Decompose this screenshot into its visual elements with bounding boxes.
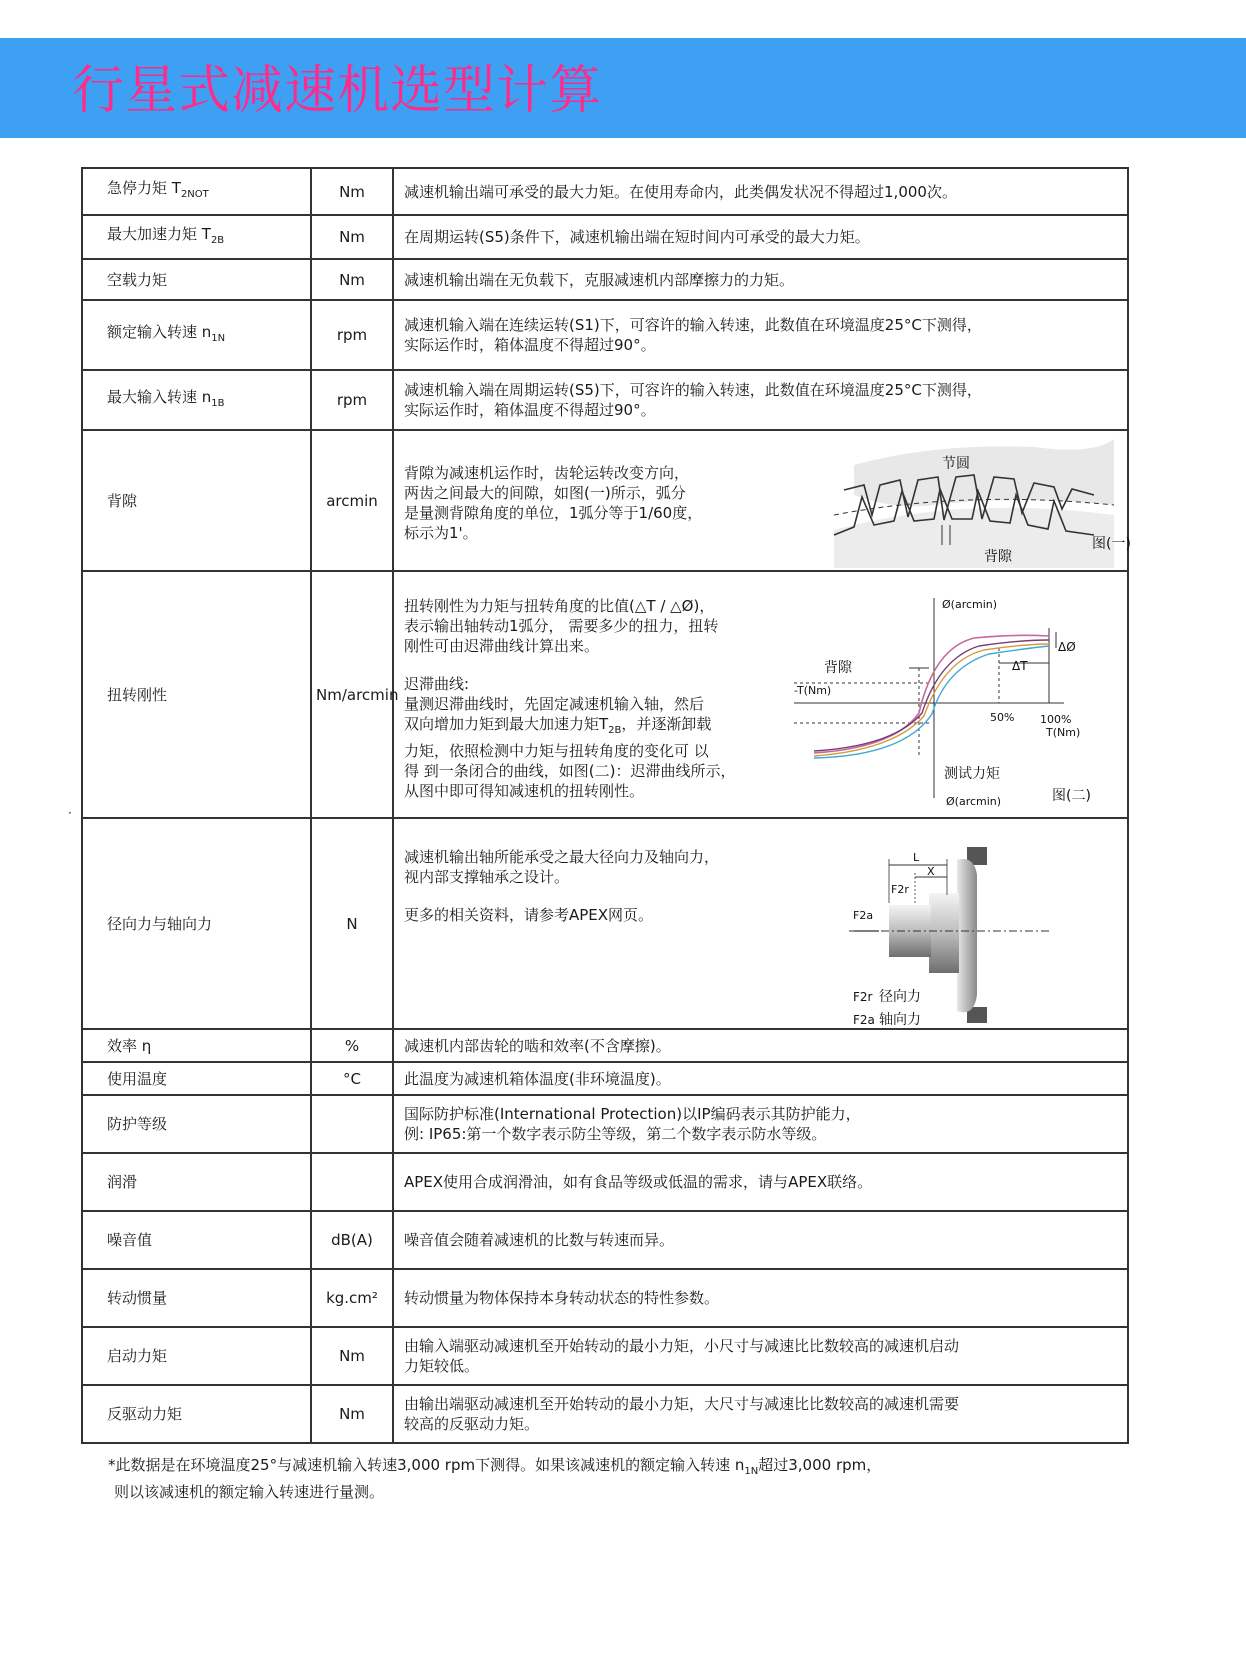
- table-row: [82, 215, 1128, 259]
- table-row: [82, 571, 1128, 818]
- fig1-caption: 图(一): [1092, 536, 1131, 552]
- table-row: [82, 1385, 1128, 1443]
- row-unit: Nm/arcmin: [311, 571, 393, 818]
- header-banner: [0, 38, 1246, 138]
- rigidity-text: 扭转刚性为力矩与扭转角度的比值(△T / △Ø)， 表示输出轴转动1弧分， 需要多少的扭力，扭转 刚性可由迟滞曲线计算出来。 迟滞曲线: 量测迟滞曲线时，先固定减速机输入轴，然后 双向增加力矩到最大加速力矩$T_{2B}$，并逐渐卸载 力矩，依照检测中力矩与扭转角度的变化可 以 得 到一条闭合的曲线，如图(二)：迟滞曲线所示， 从图中即可得知减速机的扭转刚性。: [404, 597, 736, 800]
- row-desc: 转动惯量为物体保持本身转动状态的特性参数。: [393, 1269, 1128, 1327]
- row-desc: 减速机输入端在连续运转(S1)下，可容许的输入转速，此数值在环境温度25°C下测得， 实际运作时，箱体温度不得超过90°。: [393, 300, 1128, 370]
- label-F2r: F2r: [891, 883, 909, 896]
- row-desc: [393, 571, 1128, 818]
- row-name: 润滑: [82, 1153, 311, 1211]
- table-row: [82, 1211, 1128, 1269]
- label-F2a: F2a: [853, 909, 874, 922]
- table-row: [82, 818, 1128, 1029]
- row-unit: kg.cm²: [311, 1269, 393, 1327]
- table-row: [82, 1062, 1128, 1095]
- fig1-label-top: 节圆: [942, 456, 970, 472]
- row-name: 背隙: [82, 430, 311, 571]
- row-desc: 国际防护标准(International Protection)以IP编码表示其防护能力， 例: IP65:第一个数字表示防尘等级，第二个数字表示防水等级。: [393, 1095, 1128, 1153]
- y-label-bottom: Ø(arcmin): [946, 795, 1002, 808]
- row-unit: rpm: [311, 300, 393, 370]
- x-label-right-1: 100%: [1040, 713, 1072, 726]
- row-desc: [393, 818, 1128, 1029]
- row-unit: Nm: [311, 259, 393, 300]
- table-row: [82, 168, 1128, 215]
- table-row: [82, 1095, 1128, 1153]
- row-name: 急停力矩 $T_{2NOT}$: [82, 168, 311, 215]
- table-row: [82, 1029, 1128, 1062]
- row-unit: N: [311, 818, 393, 1029]
- gear-lower: [834, 508, 1114, 568]
- curve-upper: [814, 635, 1049, 753]
- radial-text: 减速机输出轴所能承受之最大径向力及轴向力， 视内部支撑轴承之设计。 更多的相关资料，请参考APEX网页。: [404, 848, 720, 924]
- table-row: [82, 430, 1128, 571]
- curve-upper-2: [814, 640, 1049, 751]
- row-name: 径向力与轴向力: [82, 818, 311, 1029]
- row-name: 效率 η: [82, 1029, 311, 1062]
- label-X: X: [927, 865, 935, 878]
- label-L: L: [913, 851, 920, 864]
- row-unit: Nm: [311, 168, 393, 215]
- row-unit: Nm: [311, 1327, 393, 1385]
- row-name: 额定输入转速 $n_{1N}$: [82, 300, 311, 370]
- table-row: [82, 300, 1128, 370]
- stray-dot: ·: [68, 806, 72, 820]
- row-name: 使用温度: [82, 1062, 311, 1095]
- table-row: [82, 1269, 1128, 1327]
- row-desc: 减速机输出端可承受的最大力矩。在使用寿命内，此类偶发状况不得超过1,000次。: [393, 168, 1128, 215]
- row-desc: 由输入端驱动减速机至开始转动的最小力矩，小尺寸与减速比比数较高的减速机启动 力矩较低。: [393, 1327, 1128, 1385]
- backlash-figure: [814, 435, 1144, 568]
- table-row: [82, 1153, 1128, 1211]
- shaft-figure: [849, 835, 1049, 1027]
- fig1-label-bottom: 背隙: [984, 549, 1012, 565]
- row-unit: %: [311, 1029, 393, 1062]
- x-label-right-2: T(Nm): [1046, 726, 1081, 739]
- row-name: 反驱动力矩: [82, 1385, 311, 1443]
- row-name: 启动力矩: [82, 1327, 311, 1385]
- test-torque-label: 测试力矩: [944, 766, 1000, 782]
- delta-phi-label: ΔØ: [1058, 640, 1076, 654]
- row-name: 噪音值: [82, 1211, 311, 1269]
- row-desc: 噪音值会随着减速机的比数与转速而异。: [393, 1211, 1128, 1269]
- shaft-collar: [929, 893, 959, 973]
- delta-t-label: ΔT: [1012, 659, 1028, 673]
- row-desc: APEX使用合成润滑油，如有食品等级或低温的需求，请与APEX联络。: [393, 1153, 1128, 1211]
- row-unit: Nm: [311, 1385, 393, 1443]
- row-unit: [311, 1153, 393, 1211]
- row-desc: 减速机输入端在周期运转(S5)下，可容许的输入转速，此数值在环境温度25°C下测得， 实际运作时，箱体温度不得超过90°。: [393, 370, 1128, 430]
- row-name: 最大加速力矩 $T_{2B}$: [82, 215, 311, 259]
- flange: [957, 859, 977, 1012]
- y-label-top: Ø(arcmin): [942, 598, 998, 611]
- legend-a-text: 轴向力: [879, 1012, 921, 1027]
- row-desc: 在周期运转(S5)条件下，减速机输出端在短时间内可承受的最大力矩。: [393, 215, 1128, 259]
- row-name: 扭转刚性: [82, 571, 311, 818]
- row-name: 转动惯量: [82, 1269, 311, 1327]
- page-title: 行星式减速机选型计算: [72, 61, 603, 121]
- backlash-label: 背隙: [824, 660, 852, 676]
- row-unit: rpm: [311, 370, 393, 430]
- row-unit: Nm: [311, 215, 393, 259]
- legend-r-symbol: F2r: [853, 990, 873, 1004]
- table-row: [82, 259, 1128, 300]
- row-unit: °C: [311, 1062, 393, 1095]
- footnote: *此数据是在环境温度25°与减速机输入转速3,000 rpm下测得。如果该减速机的额定输入转速 $n_{1N}$超过3,000 rpm， 则以该减速机的额定输入转速进行量测。: [108, 1456, 882, 1501]
- row-desc: 减速机内部齿轮的啮和效率(不含摩擦)。: [393, 1029, 1128, 1062]
- row-desc: 此温度为减速机箱体温度(非环境温度)。: [393, 1062, 1128, 1095]
- row-unit: dB(A): [311, 1211, 393, 1269]
- spec-table: [81, 167, 1129, 1444]
- row-unit: arcmin: [311, 430, 393, 571]
- backlash-text: 背隙为减速机运作时，齿轮运转改变方向， 两齿之间最大的间隙，如图(一)所示，弧分 是量测背隙角度的单位，1弧分等于1/60度， 标示为1'。: [404, 464, 703, 542]
- tick-50: 50%: [990, 711, 1015, 724]
- row-name: 空载力矩: [82, 259, 311, 300]
- x-label-left: -T(Nm): [794, 684, 832, 697]
- table-row: [82, 1327, 1128, 1385]
- row-desc: 减速机输出端在无负载下，克服减速机内部摩擦力的力矩。: [393, 259, 1128, 300]
- gear-upper: [854, 439, 1114, 506]
- row-name: 防护等级: [82, 1095, 311, 1153]
- fig2-caption: 图(二): [1052, 788, 1091, 804]
- row-unit: [311, 1095, 393, 1153]
- row-desc: [393, 430, 1131, 571]
- legend-r-text: 径向力: [879, 989, 921, 1005]
- legend-a-symbol: F2a: [853, 1013, 875, 1027]
- row-name: 最大输入转速 $n_{1B}$: [82, 370, 311, 430]
- row-desc: 由输出端驱动减速机至开始转动的最小力矩，大尺寸与减速比比数较高的减速机需要 较高的反驱动力矩。: [393, 1385, 1128, 1443]
- table-row: [82, 370, 1128, 430]
- hysteresis-figure: [794, 588, 1104, 813]
